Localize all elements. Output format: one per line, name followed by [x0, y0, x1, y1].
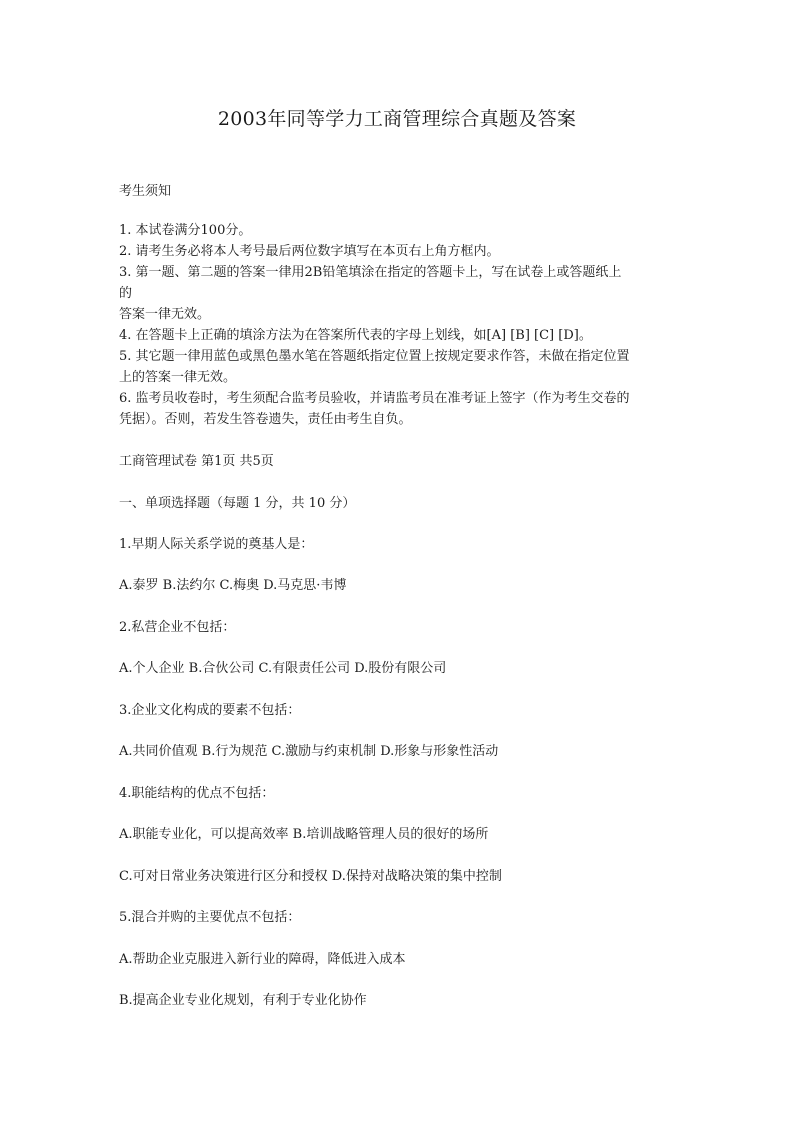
notice-item-3: 3. 第一题、第二题的答案一律用2B铅笔填涂在指定的答题卡上，写在试卷上或答题纸上	[119, 265, 622, 280]
question-5-options-line-2: B.提高企业专业化规划，有利于专业化协作	[119, 993, 367, 1008]
notice-item-2: 2. 请考生务必将本人考号最后两位数字填写在本页右上角方框内。	[119, 244, 500, 259]
question-3-stem: 3.企业文化构成的要素不包括：	[119, 703, 301, 718]
notice-item-6: 6. 监考员收卷时，考生须配合监考员验收，并请监考员在准考证上签字（作为考生交卷的	[119, 391, 630, 406]
notice-item-1: 1. 本试卷满分100分。	[119, 223, 252, 238]
notice-item-6-cont: 凭据）。否则，若发生答卷遗失，责任由考生自负。	[119, 412, 412, 427]
document-title: 2003年同等学力工商管理综合真题及答案	[217, 108, 577, 130]
paper-info: 工商管理试卷 第1页 共5页	[119, 454, 274, 469]
question-4-options-line-2: C.可对日常业务决策进行区分和授权 D.保持对战略决策的集中控制	[119, 869, 502, 884]
question-3-options: A.共同价值观 B.行为规范 C.激励与约束机制 D.形象与形象性活动	[119, 744, 499, 759]
notice-item-4: 4. 在答题卡上正确的填涂方法为在答案所代表的字母上划线，如[A] [B] [C] [D]。	[119, 328, 592, 343]
question-2-stem: 2.私营企业不包括：	[119, 620, 236, 635]
question-2-options: A.个人企业 B.合伙公司 C.有限责任公司 D.股份有限公司	[119, 661, 447, 676]
notice-item-3-wrap: 的	[119, 286, 133, 301]
notice-item-5: 5. 其它题一律用蓝色或黑色墨水笔在答题纸指定位置上按规定要求作答，未做在指定位置	[119, 349, 630, 364]
question-4-stem: 4.职能结构的优点不包括：	[119, 786, 275, 801]
notice-item-5-cont: 上的答案一律无效。	[119, 370, 237, 385]
notice-item-3-cont: 答案一律无效。	[119, 307, 211, 322]
question-1-stem: 1.早期人际关系学说的奠基人是：	[119, 537, 314, 552]
question-1-options: A.泰罗 B.法约尔 C.梅奥 D.马克思·韦博	[119, 578, 347, 593]
question-5-options-line-1: A.帮助企业克服进入新行业的障碍，降低进入成本	[119, 952, 406, 967]
notice-heading: 考生须知	[119, 184, 172, 199]
section-title: 一、单项选择题（每题 1 分，共 10 分）	[119, 496, 356, 511]
question-4-options-line-1: A.职能专业化，可以提高效率 B.培训战略管理人员的很好的场所	[119, 827, 489, 842]
question-5-stem: 5.混合并购的主要优点不包括：	[119, 910, 301, 925]
